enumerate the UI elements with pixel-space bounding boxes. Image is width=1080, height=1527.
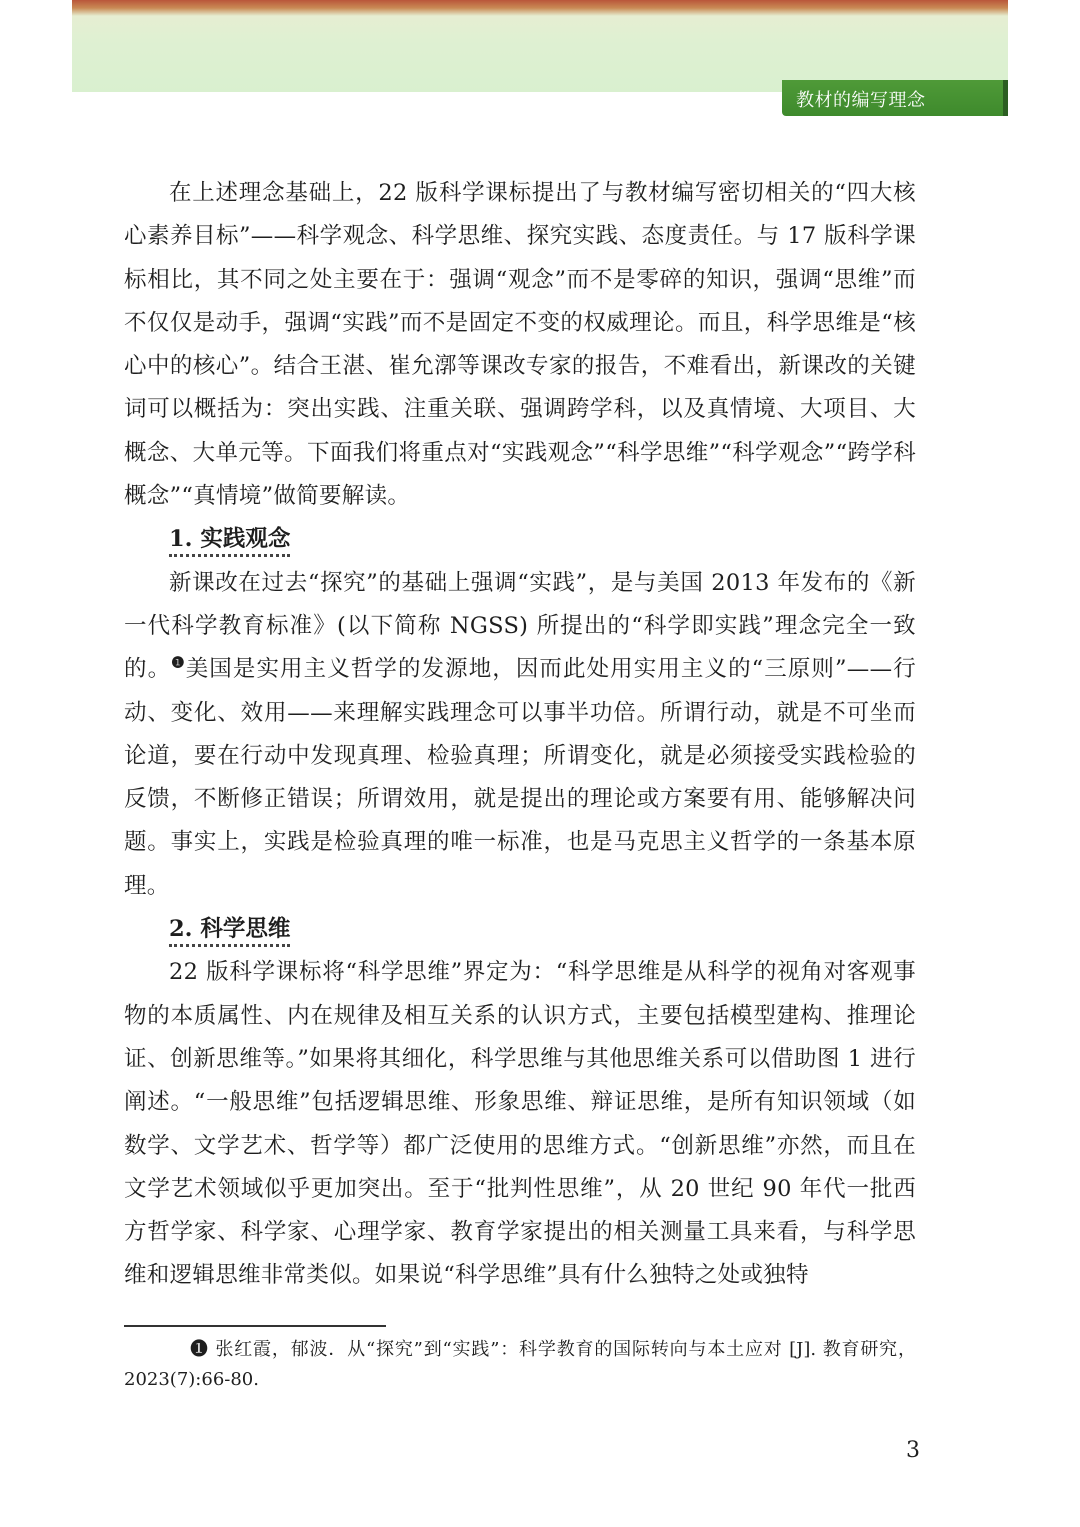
section-heading-thinking bbox=[124, 908, 916, 951]
thinking-paragraph: 22 版科学课标将“科学思维”界定为：“科学思维是从科学的视角对客观事物的本质属性、内在规律及相互关系的认识方式，主要包括模型建构、推理论证、创新思维等。”如果将其细化，科学思维与其他思维关系可以借助图 1 进行阐述。“一般思维”包括逻辑思维、形象思维、辩证思维，是所有知识领域（如数学、文学艺术、哲学等）都广泛使用的思维方式。“创新思维”亦然，而且在文学艺术领域似乎更加突出。至于“批判性思维”，从 20 世纪 90 年代一批西方哲学家、科学家、心理学家、教育学家提出的相关测量工具来看，与科学思维和逻辑思维非常类似。如果说“科学思维”具有什么独特之处或独特 bbox=[124, 959, 916, 1289]
practice-paragraph-part2: 美国是实用主义哲学的发源地，因而此处用实用主义的“三原则”——行动、变化、效用——来理解实践理念可以事半功倍。所谓行动，就是不可坐而论道，要在行动中发现真理、检验真理；所谓变化，就是必须接受实践检验的反馈，不断修正错误；所谓效用，就是提出的理论或方案要有用、能够解决问题。事实上，实践是检验真理的唯一标准，也是马克思主义哲学的一条基本原理。 bbox=[124, 656, 916, 899]
main-text bbox=[124, 172, 916, 1298]
footnote-marker: ❶ bbox=[171, 653, 186, 672]
footnote-divider bbox=[124, 1325, 386, 1327]
chapter-tab-label: 教材的编写理念 bbox=[796, 90, 926, 111]
page-number: 3 bbox=[906, 1438, 920, 1463]
practice-paragraph-part1: 新课改在过去“探究”的基础上强调“实践”，是与美国 2013 年发布的《新一代科学教育标准》(以下简称 NGSS) 所提出的“科学即实践”理念完全一致的。 bbox=[124, 569, 916, 683]
section-heading-practice bbox=[124, 518, 916, 561]
chapter-tab bbox=[782, 80, 1008, 116]
intro-paragraph: 在上述理念基础上，22 版科学课标提出了与教材编写密切相关的“四大核心素养目标”——科学观念、科学思维、探究实践、态度责任。与 17 版科学课标相比，其不同之处主要在于：强调“观念”而不是零碎的知识，强调“思维”而不仅仅是动手，强调“实践”而不是固定不变的权威理论。而且，科学思维是“核心中的核心”。结合王湛、崔允漷等课改专家的报告，不难看出，新课改的关键词可以概括为：突出实践、注重关联、强调跨学科，以及真情境、大项目、大概念、大单元等。下面我们将重点对“实践观念”“科学思维”“科学观念”“跨学科概念”“真情境”做简要解读。 bbox=[124, 180, 916, 510]
section-heading-thinking-text: 2. 科学思维 bbox=[169, 916, 290, 947]
chapter-tab-edge bbox=[1003, 80, 1008, 116]
section-heading-practice-text: 1. 实践观念 bbox=[169, 526, 290, 557]
practice-paragraph bbox=[124, 562, 916, 908]
header-band bbox=[72, 0, 1008, 92]
footnote: ❶ 张红霞，郁波．从“探究”到“实践”：科学教育的国际转向与本土应对 [J]. 教育研究，2023(7):66-80. bbox=[124, 1339, 916, 1390]
